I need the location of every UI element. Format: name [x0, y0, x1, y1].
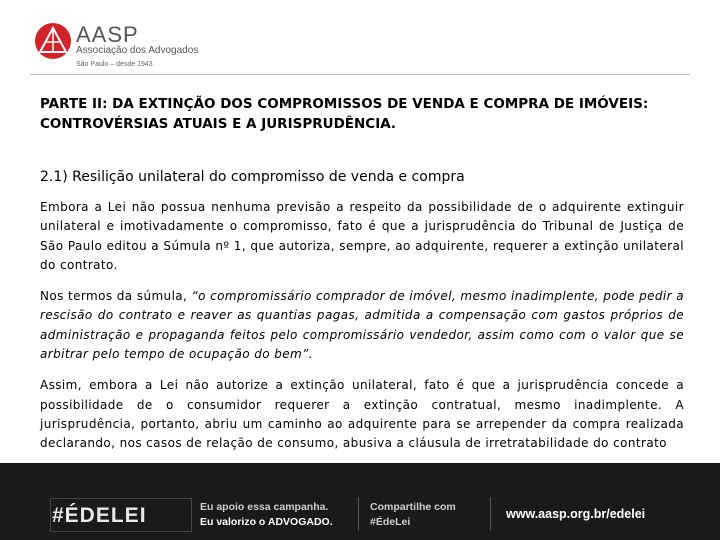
campaign-url-link[interactable]: www.aasp.org.br/edelei [506, 507, 646, 521]
paragraph-1: Embora a Lei não possua nenhuma previsão a respeito da possibilidade de o adquirente extinguir unilateral e imotivadamente o compromisso, fato é que a jurisprudência do Tribunal de Justiça de São Paulo editou a Súmula nº 1, que autoriza, sempre, ao adquirente, requerer a extinção unilateral do contrato. [40, 200, 684, 272]
header [0, 0, 720, 80]
slide-content [40, 94, 684, 454]
logo-subtitle: Associação dos Advogados [76, 45, 199, 56]
share-line-2: #ÉdeLei [370, 516, 411, 528]
sumula-quote: “o compromissário comprador de imóvel, mesmo inadimplente, pode pedir a rescisão do contrato e reaver as quantias pagas, admitida a compensação com gastos próprios de administração e propaganda feitos pelo compromissário vendedor, assim como com o valor que se arbitrar pelo tempo de ocupação do bem”. [40, 289, 684, 362]
footer-divider [490, 497, 491, 531]
logo-name: AASP [76, 22, 139, 47]
campaign-line-2: Eu valorizo o ADVOGADO. [200, 516, 333, 528]
paragraph-2-lead: Nos termos da súmula, [40, 289, 192, 304]
campaign-hashtag: #ÉDELEI [52, 504, 147, 527]
paragraph-2 [40, 287, 684, 364]
header-divider [30, 74, 690, 75]
campaign-footer-banner [0, 463, 720, 540]
footer-divider [358, 497, 359, 531]
share-line-1: Compartilhe com [370, 501, 456, 513]
section-heading: 2.1) Resilição unilateral do compromisso de venda e compra [40, 169, 465, 185]
paragraph-3: Assim, embora a Lei não autorize a extinção unilateral, fato é que a jurisprudência concede a possibilidade de o consumidor requerer a extinção contratual, mesmo inadimplente. A jurisprudência, portanto, abriu um caminho ao adquirente para se arrepender da compra realizada declarando, nos casos de relação de consumo, abusiva a cláusula de irretratabilidade do contrato [40, 378, 684, 451]
logo-since: São Paulo – desde 1943 [76, 61, 153, 68]
aasp-logo-icon [34, 22, 72, 60]
campaign-message [200, 500, 333, 530]
campaign-line-1: Eu apoio essa campanha. [200, 501, 329, 513]
share-message [370, 500, 456, 530]
slide-title: PARTE II: DA EXTINÇÃO DOS COMPROMISSOS DE VENDA E COMPRA DE IMÓVEIS: CONTROVÉRSIAS ATUAIS E A JURISPRUDÊNCIA. [40, 96, 649, 132]
